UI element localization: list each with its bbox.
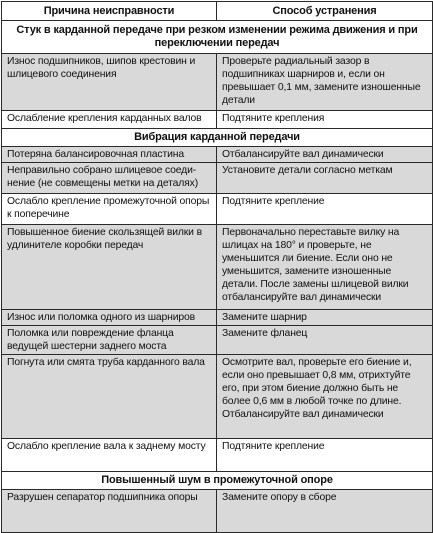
remedy-cell: Первоначально переставьте вилку на шлицах на 180° и проверьте, не уменьшится ли биение. Если оно не уменьшится, замените изношенные детали. После замены шлицевой вилки отбалансируйте вал динамически [217, 225, 433, 310]
remedy-cell: Установите детали согласно меткам [217, 163, 433, 194]
table-row [2, 326, 433, 355]
section-title: Повышенный шум в промежуточной опоре [2, 472, 433, 490]
table-row [2, 194, 433, 225]
remedy-cell: Отбалансируйте вал динамически [217, 147, 433, 163]
table-row [2, 225, 433, 310]
table-row [2, 439, 433, 472]
table-row [2, 147, 433, 163]
remedy-cell: Осмотрите вал, проверьте его биение и, если оно превышает 0,8 мм, отрихтуйте его, при этом биение должно быть не более 0,6 мм в любой точке по длине. Отбалансируйте вал динамически [217, 355, 433, 439]
remedy-cell: Замените шарнир [217, 310, 433, 326]
remedy-cell: Подтяните крепление [217, 194, 433, 225]
troubleshooting-table [1, 1, 433, 533]
header-remedy: Способ устранения [217, 2, 433, 21]
cause-cell: Потеряна балансировочная пластина [2, 147, 217, 163]
remedy-cell: Замените фланец [217, 326, 433, 355]
cause-cell: Повышенное биение скользящей вилки в удлинителе коробки передач [2, 225, 217, 310]
table-row [2, 355, 433, 439]
table-row [2, 310, 433, 326]
cause-cell: Неправильно собрано шлицевое соеди-нение (не совмещены метки на деталях) [2, 163, 217, 194]
remedy-cell: Подтяните крепление [217, 439, 433, 472]
section-title: Стук в карданной передаче при резком изменении режима движения и при переключении передач [2, 21, 433, 54]
cause-cell: Погнута или смята труба карданного вала [2, 355, 217, 439]
remedy-cell: Проверьте радиальный зазор в подшипниках шарниров и, если он превышает 0,1 мм, замените изношенные детали [217, 54, 433, 111]
section-row [2, 472, 433, 490]
table-header-row [2, 2, 433, 21]
remedy-cell: Замените опору в сборе [217, 490, 433, 533]
cause-cell: Ослабло крепление промежуточной опоры к поперечине [2, 194, 217, 225]
header-cause: Причина неисправности [2, 2, 217, 21]
table-row [2, 490, 433, 533]
table-row [2, 111, 433, 129]
cause-cell: Ослабление крепления карданных валов [2, 111, 217, 129]
cause-cell: Поломка или повреждение фланца ведущей шестерни заднего моста [2, 326, 217, 355]
section-row [2, 129, 433, 147]
cause-cell: Износ или поломка одного из шарниров [2, 310, 217, 326]
cause-cell: Износ подшипников, шипов крестовин и шлицевого соединения [2, 54, 217, 111]
section-title: Вибрация карданной передачи [2, 129, 433, 147]
section-row [2, 21, 433, 54]
cause-cell: Разрушен сепаратор подшипника опоры [2, 490, 217, 533]
cause-cell: Ослабло крепление вала к заднему мосту [2, 439, 217, 472]
table-row [2, 163, 433, 194]
remedy-cell: Подтяните крепления [217, 111, 433, 129]
table-row [2, 54, 433, 111]
